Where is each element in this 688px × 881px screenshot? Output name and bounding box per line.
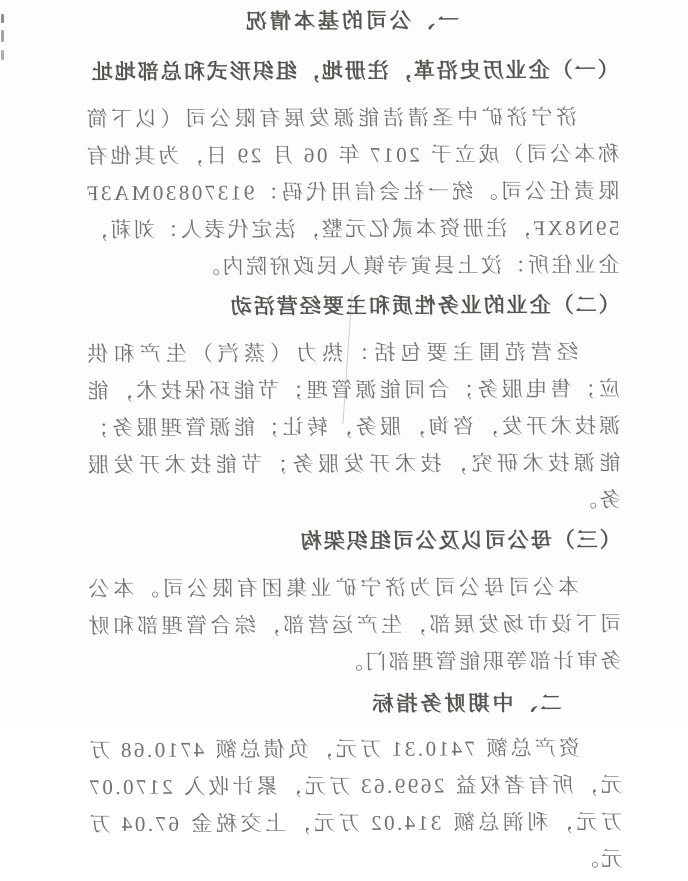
part-two-heading: 二、中期财务指标 bbox=[369, 691, 562, 716]
section-3-heading: （三）母公司以及公司组织架构 bbox=[298, 527, 621, 554]
section-1-heading: （一）企业历史沿革，注册地，组织形式和总部地址 bbox=[89, 57, 619, 85]
part-one-heading: 一、公司的基本情况 bbox=[242, 8, 460, 34]
section-2-paragraph: 经营范围主要包括：热力（蒸汽）生产和供应；售电服务；合同能源管理；节能环保技术，能源技术开发，咨询，服务，转让；能源管理服务；能源技术研究，技术开发服务；节能技术开发服务。 bbox=[84, 339, 621, 512]
section-2-heading: （二）企业的业务性质和主要经营活动 bbox=[228, 292, 620, 319]
section-1-paragraph: 济宁济矿中圣清洁能源发展有限公司（以下简称本公司）成立于 2017 年 06 月 29 日，为其他有限责任公司。统一社会信用代码：91370830MA3F59N8XF，注册资本贰亿元整，法定代表人：刘莉，企业住所：汶上县寅寺镇人民政府院内。 bbox=[83, 104, 620, 279]
section-4-paragraph: 资产总额 7410.31 万元，负债总额 4710.68 万元，所有者权益 2699.63 万元，累计收入 2170.07 万元，利润总额 314.02 万元，上交税金 67.04 万元。 bbox=[86, 735, 623, 871]
section-3-paragraph: 本公司母公司为济宁矿业集团有限公司。本公司下设市场发展部，生产运营部，综合管理部和财务审计部等职能管理部门。 bbox=[85, 574, 622, 675]
